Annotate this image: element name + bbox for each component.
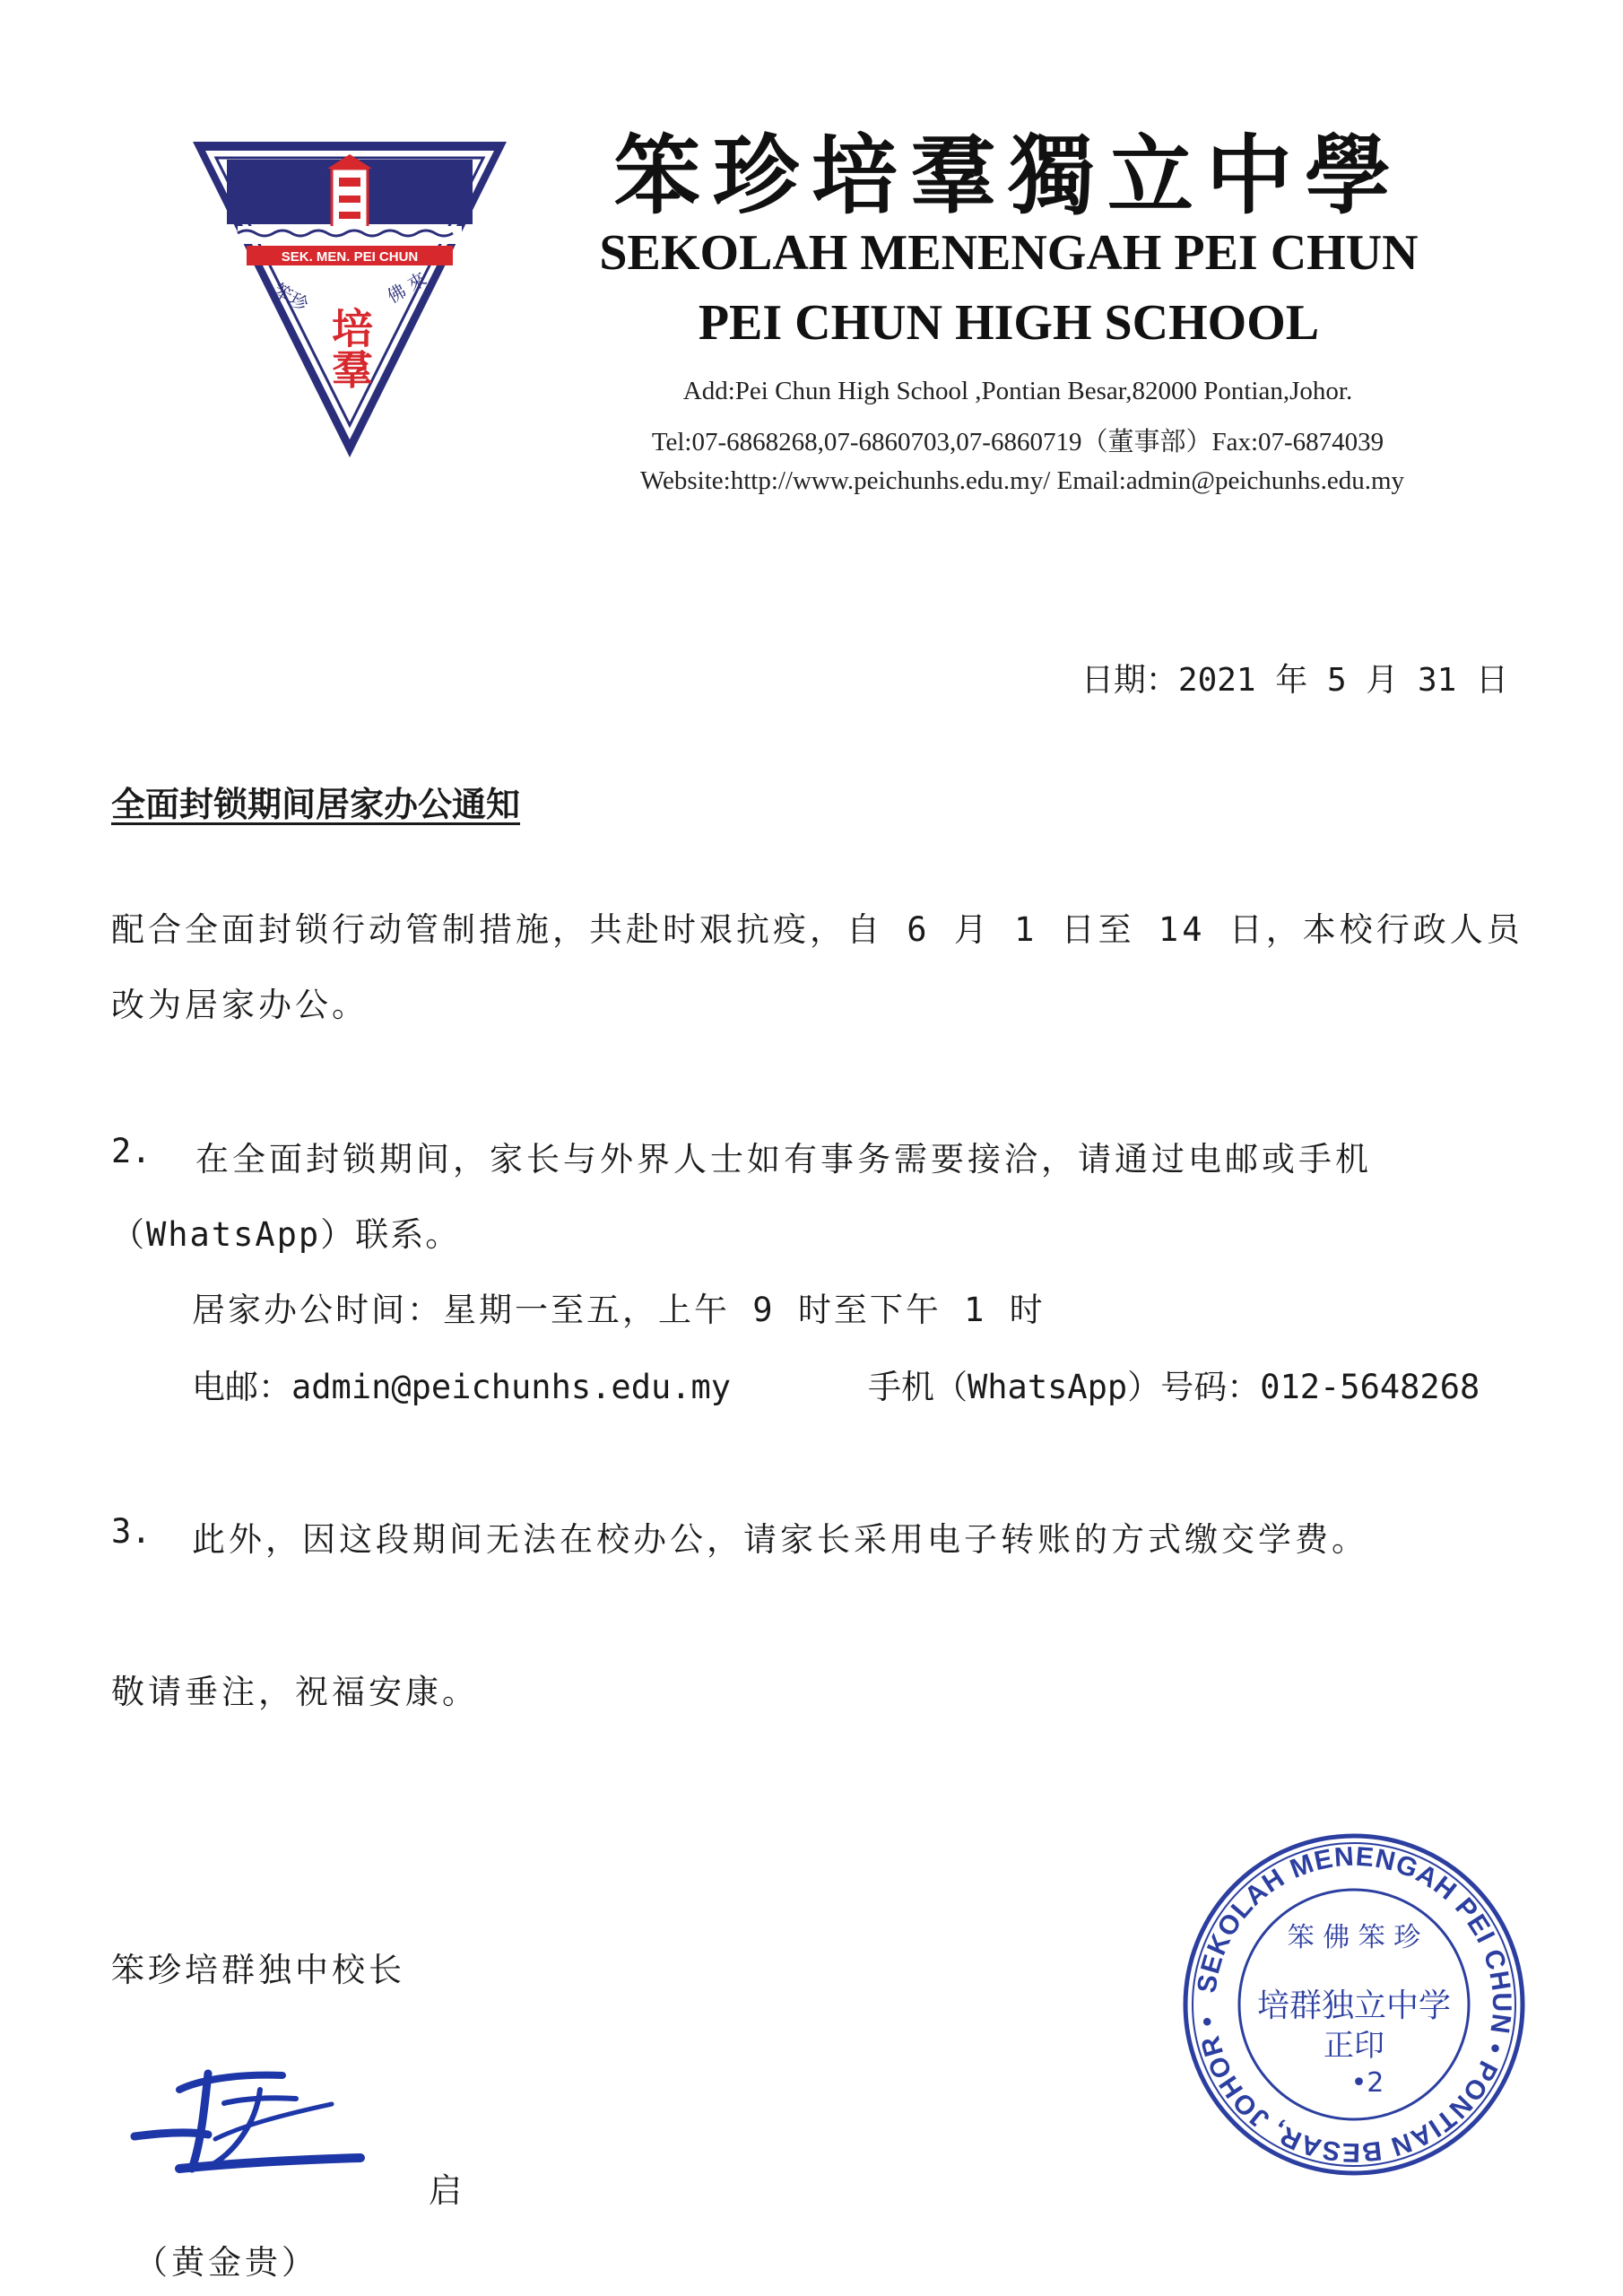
office-hours: 居家办公时间：星期一至五，上午 9 时至下午 1 时: [192, 1291, 1046, 1329]
paragraph3-number: 3.: [111, 1512, 152, 1551]
school-name-chinese: 笨珍培羣獨立中學: [614, 125, 1403, 226]
principal-title: 笨珍培群独中校长: [111, 1951, 405, 1989]
paragraph2-number: 2.: [111, 1132, 152, 1170]
school-logo: [184, 133, 516, 465]
principal-signature: [126, 2054, 377, 2188]
logo-left-chars: 笨珍: [270, 278, 312, 316]
principal-name: （黄金贵）: [135, 2243, 318, 2282]
stamp-inner-line2: 正印: [1324, 2028, 1384, 2064]
logo-right-chars: 佛 來: [383, 267, 430, 308]
notice-heading: 全面封锁期间居家办公通知: [111, 785, 521, 824]
paragraph1-line2: 改为居家办公。: [111, 986, 369, 1024]
paragraph1-line1: 配合全面封锁行动管制措施，共赴时艰抗疫，自 6 月 1 日至 14 日，本校行政人员: [111, 910, 1523, 949]
qi-character: 启: [429, 2171, 462, 2210]
school-name-malay: SEKOLAH MENENGAH PEI CHUN: [599, 225, 1419, 281]
website-email-line: Website:http://www.peichunhs.edu.my/ Email:admin@peichunhs.edu.my: [639, 466, 1405, 495]
tel-fax-line: Tel:07-6868268,07-6860703,07-6860719（董事部）Fax:07-6874039: [651, 428, 1384, 457]
closing-line: 敬请垂注，祝福安康。: [111, 1673, 479, 1711]
paragraph2-line1: 在全面封锁期间，家长与外界人士如有事务需要接洽，请通过电邮或手机: [195, 1140, 1372, 1178]
stamp-inner-line1: 培群独立中学: [1256, 1987, 1452, 2024]
contact-email: 电邮：admin@peichunhs.edu.my: [192, 1368, 732, 1406]
address-line: Add:Pei Chun High School ,Pontian Besar,82000 Pontian,Johor.: [682, 377, 1353, 405]
official-stamp: [1179, 1830, 1529, 2179]
paragraph3-text: 此外，因这段期间无法在校办公，请家长采用电子转账的方式缴交学费。: [192, 1520, 1368, 1559]
stamp-ring-text: SEKOLAH MENENGAH PEI CHUN • PONTIAN BESAR, JOHOR •: [1192, 1841, 1517, 2168]
contact-phone: 手机（WhatsApp）号码：012-5648268: [868, 1368, 1480, 1406]
paragraph2-line2: （WhatsApp）联系。: [111, 1215, 461, 1254]
stamp-chars: 笨 佛 笨 珍: [1287, 1922, 1421, 1953]
logo-center-chars: 培羣: [325, 307, 374, 389]
letter-date: 日期：2021 年 5 月 31 日: [1081, 662, 1508, 699]
school-name-english: PEI CHUN HIGH SCHOOL: [698, 295, 1320, 351]
stamp-number: •2: [1350, 2067, 1384, 2099]
logo-banner: SEK. MEN. PEI CHUN: [281, 249, 419, 265]
